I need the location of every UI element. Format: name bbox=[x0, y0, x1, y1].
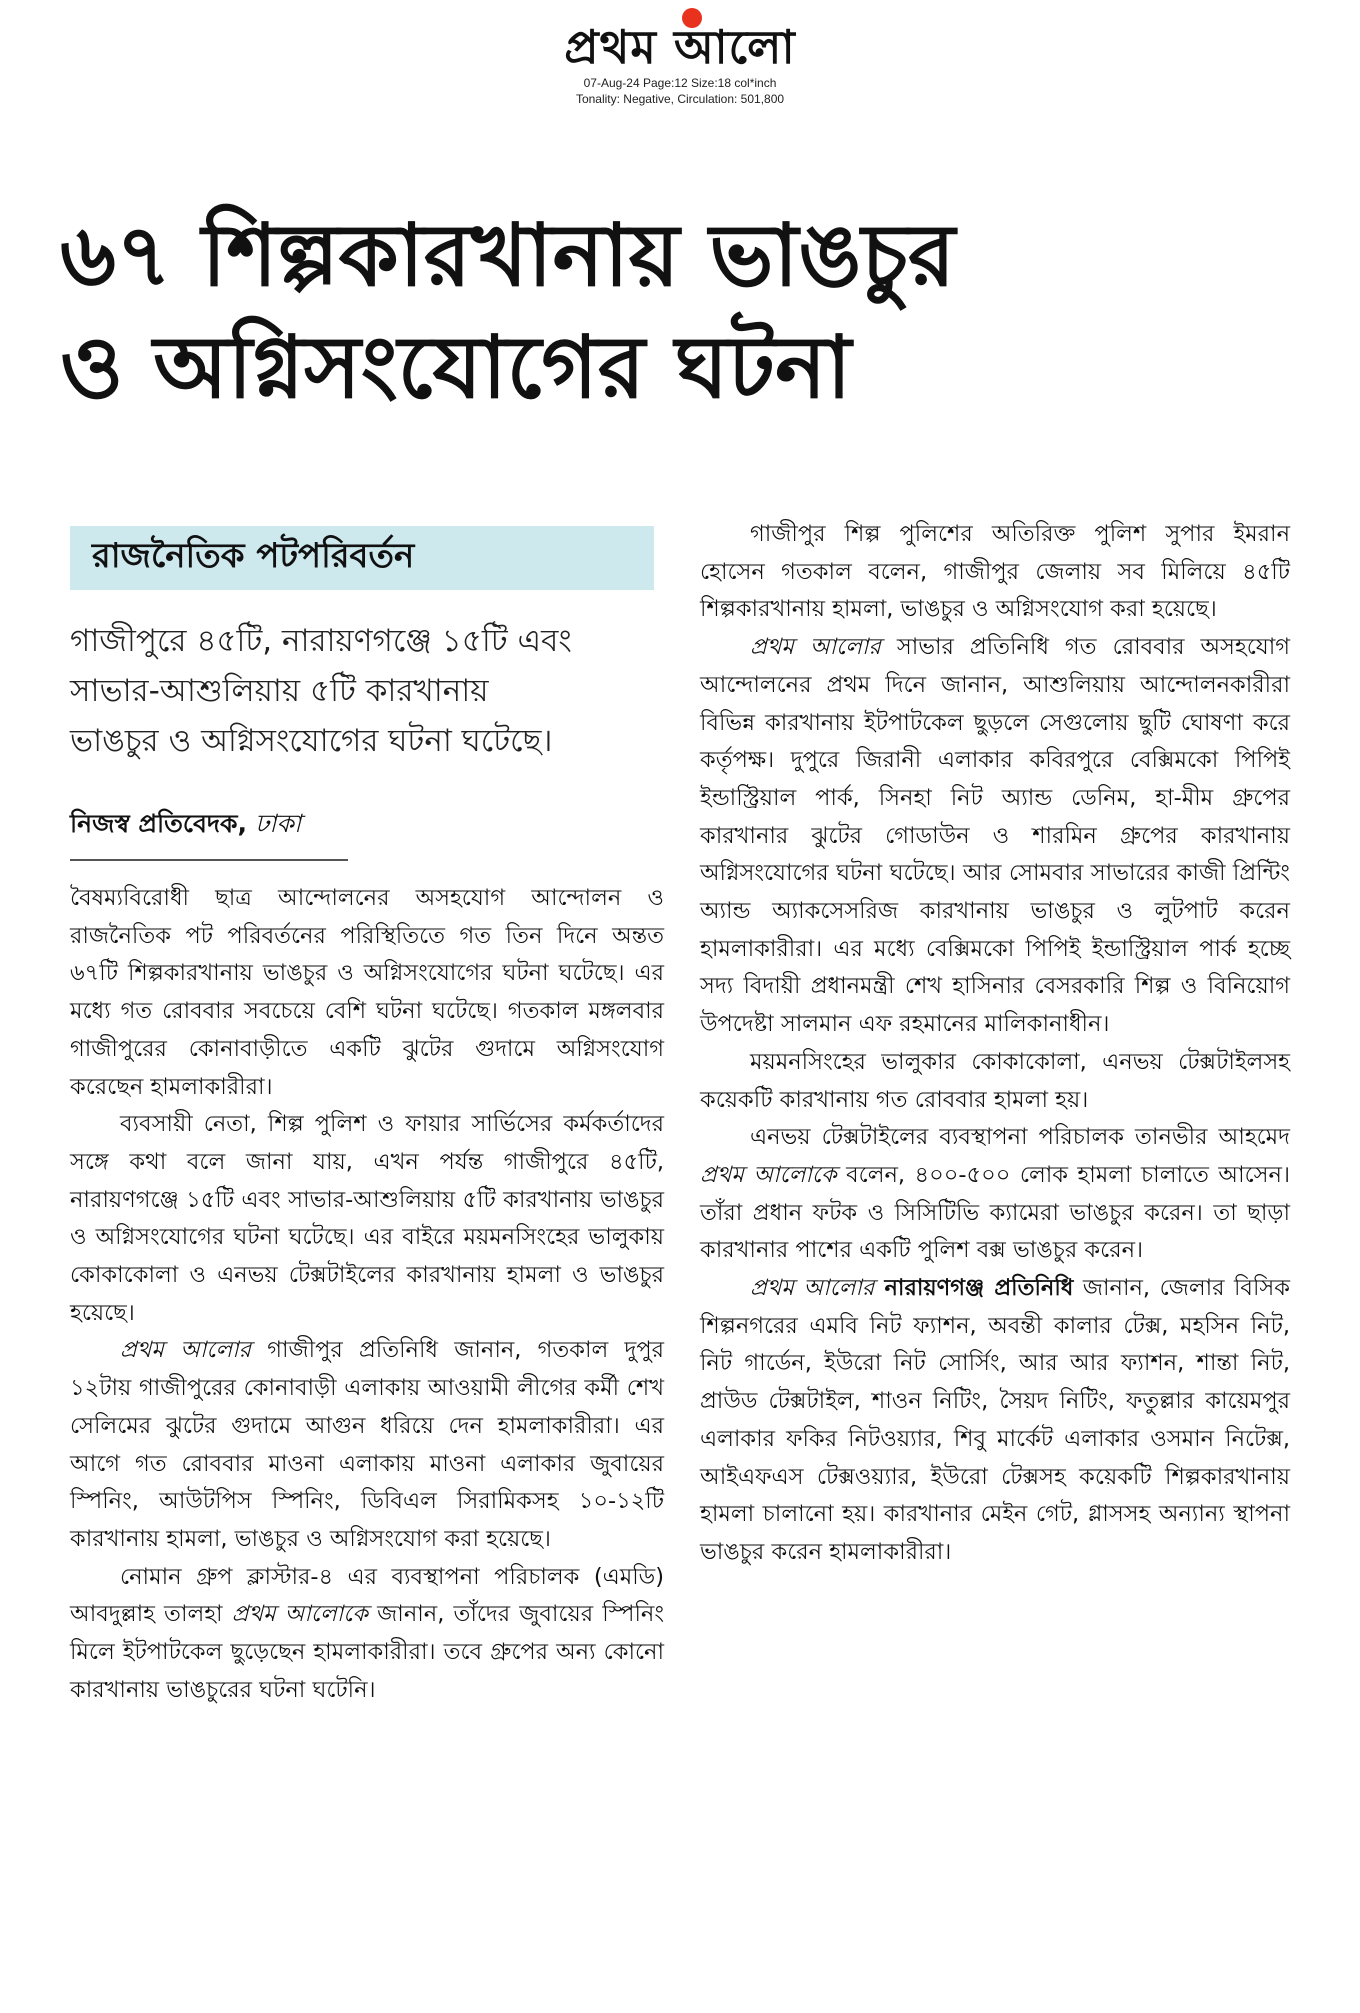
newspaper-name: প্রথম আলোর bbox=[750, 1275, 875, 1302]
paragraph-text: এনভয় টেক্সটাইলের ব্যবস্থাপনা পরিচালক তানভীর আহমেদ bbox=[750, 1124, 1290, 1151]
paragraph: ময়মনসিংহের ভালুকার কোকাকোলা, এনভয় টেক্সটাইলসহ কয়েকটি কারখানায় গত রোববার হামলা হয়। bbox=[700, 1048, 1290, 1113]
byline bbox=[70, 806, 301, 842]
paragraph bbox=[70, 1559, 664, 1710]
newspaper-name: প্রথম আলোর bbox=[120, 1337, 252, 1364]
paragraph-text: জানান, তাঁদের জুবায়ের স্পিনিং মিলে ইটপাটকেল ছুড়েছেন হামলাকারীরা। তবে গ্রুপের অন্য কোনো কারখানায় ভাঙচুরের ঘটনা ঘটেনি। bbox=[70, 1601, 665, 1703]
byline-author: নিজস্ব প্রতিবেদক, bbox=[70, 809, 248, 838]
correspondent-label: নারায়ণগঞ্জ প্রতিনিধি bbox=[874, 1275, 1074, 1302]
right-column bbox=[700, 516, 1290, 1572]
newspaper-logo bbox=[564, 6, 795, 74]
paragraph bbox=[70, 1332, 664, 1558]
paragraph-text: সাভার প্রতিনিধি গত রোববার অসহযোগ আন্দোলনের প্রথম দিনে জানান, আশুলিয়ায় আন্দোলনকারীরা বিভিন্ন কারখানায় ইটপাটকেল ছুড়লে সেগুলোয় ছুটি ঘোষণা করে কর্তৃপক্ষ। দুপুরে জিরানী এলাকার কবিরপুরে বেক্সিমকো পিপিই ইন্ডাস্ট্রিয়াল পার্ক, সিনহা নিট অ্যান্ড ডেনিম, হা-মীম গ্রুপের কারখানার ঝুটের গোডাউন ও শারমিন গ্রুপের কারখানায় অগ্নিসংযোগের ঘটনা ঘটেছে। আর সোমবার সাভারের কাজী প্রিন্টিং অ্যান্ড অ্যাকসেসরিজ কারখানায় ভাঙচুর ও লুটপাট করেন হামলাকারীরা। এর মধ্যে বেক্সিমকো পিপিই ইন্ডাস্ট্রিয়াল পার্ক হচ্ছে সদ্য বিদায়ী প্রধানমন্ত্রী শেখ হাসিনার বেসরকারি শিল্প ও বিনিয়োগ উপদেষ্টা সালমান এফ রহমানের মালিকানাধীন। bbox=[700, 634, 1290, 1038]
masthead bbox=[0, 6, 1360, 106]
paragraph-text: জানান, জেলার বিসিক শিল্পনগরের এমবি নিট ফ্যাশন, অবন্তী কালার টেক্স, মহসিন নিট, নিট গার্ডেন, ইউরো নিট সোর্সিং, আর আর ফ্যাশন, শান্তা নিট, প্রাউড টেক্সটাইল, শাওন নিটিং, সৈয়দ নিটিং, ফতুল্লার কায়েমপুর এলাকার ফকির নিটওয়্যার, শিবু মার্কেট এলাকার ওসমান নিটেক্স, আইএফএস টেক্সওয়্যার, ইউরো টেক্সসহ কয়েকটি শিল্পকারখানায় হামলা চালানো হয়। কারখানার মেইন গেট, গ্লাসসহ অন্যান্য স্থাপনা ভাঙচুর করেন হামলাকারীরা। bbox=[700, 1275, 1290, 1565]
clipping-meta-line-1: 07-Aug-24 Page:12 Size:18 col*inch bbox=[583, 76, 777, 90]
paragraph-text: নোমান গ্রুপ ক্লাস্টার-৪ এর ব্যবস্থাপনা পরিচালক (এমডি) আবদুল্লাহ তালহা bbox=[70, 1563, 664, 1628]
paragraph: ব্যবসায়ী নেতা, শিল্প পুলিশ ও ফায়ার সার্ভিসের কর্মকর্তাদের সঙ্গে কথা বলে জানা যায়, এখন পর্যন্ত গাজীপুরে ৪৫টি, নারায়ণগঞ্জে ১৫টি এবং সাভার-আশুলিয়ায় ৫টি কারখানায় ভাঙচুর ও অগ্নিসংযোগের ঘটনা ঘটেছে। এর বাইরে ময়মনসিংহের ভালুকায় কোকাকোলা ও এনভয় টেক্সটাইলের কারখানায় হামলা ও ভাঙচুর হয়েছে। bbox=[70, 1111, 664, 1326]
kicker-banner bbox=[70, 526, 654, 590]
paragraph bbox=[700, 629, 1290, 1044]
byline-divider bbox=[70, 859, 348, 861]
paragraph: গাজীপুর শিল্প পুলিশের অতিরিক্ত পুলিশ সুপার ইমরান হোসেন গতকাল বলেন, গাজীপুর জেলায় সব মিলিয়ে ৪৫টি শিল্পকারখানায় হামলা, ভাঙচুর ও অগ্নিসংযোগ করা হয়েছে। bbox=[700, 521, 1290, 623]
clipping-meta-line-2: Tonality: Negative, Circulation: 501,800 bbox=[575, 92, 785, 106]
summary-line-3: ভাঙচুর ও অগ্নিসংযোগের ঘটনা ঘটেছে। bbox=[70, 723, 553, 759]
paragraph bbox=[700, 1119, 1290, 1270]
paragraph: বৈষম্যবিরোধী ছাত্র আন্দোলনের অসহযোগ আন্দোলন ও রাজনৈতিক পট পরিবর্তনের পরিস্থিতিতে গত তিন দিনে অন্তত ৬৭টি শিল্পকারখানায় ভাঙচুর ও অগ্নিসংযোগের ঘটনা ঘটেছে। এর মধ্যে গত রোববার সবচেয়ে বেশি ঘটনা ঘটেছে। গতকাল মঙ্গলবার গাজীপুরের কোনাবাড়ীতে একটি ঝুটের গুদামে অগ্নিসংযোগ করেছেন হামলাকারীরা। bbox=[70, 885, 664, 1100]
summary bbox=[70, 616, 664, 766]
logo-text: প্রথম আলো bbox=[564, 20, 796, 74]
left-column bbox=[70, 880, 664, 1709]
paragraph bbox=[700, 1270, 1290, 1572]
kicker-text: রাজনৈতিক পটপরিবর্তন bbox=[92, 535, 415, 576]
paragraph-text: বলেন, ৪০০-৫০০ লোক হামলা চালাতে আসেন। তাঁরা প্রধান ফটক ও সিসিটিভি ক্যামেরা ভাঙচুর করেন। তা ছাড়া কারখানার পাশের একটি পুলিশ বক্স ভাঙচুর করেন। bbox=[700, 1161, 1290, 1264]
headline-line-1: ৬৭ শিল্পকারখানায় ভাঙচুর bbox=[60, 206, 956, 306]
byline-place: ঢাকা bbox=[254, 809, 302, 838]
headline bbox=[60, 200, 1300, 424]
summary-line-2: সাভার-আশুলিয়ায় ৫টি কারখানায় bbox=[70, 673, 489, 709]
headline-line-2: ও অগ্নিসংযোগের ঘটনা bbox=[60, 318, 852, 418]
newspaper-name: প্রথম আলোকে bbox=[231, 1601, 369, 1628]
summary-line-1: গাজীপুরে ৪৫টি, নারায়ণগঞ্জে ১৫টি এবং bbox=[70, 623, 572, 659]
paragraph-text: গাজীপুর প্রতিনিধি জানান, গতকাল দুপুর ১২টায় গাজীপুরের কোনাবাড়ী এলাকায় আওয়ামী লীগের কর্মী শেখ সেলিমের ঝুটের গুদামে আগুন ধরিয়ে দেন হামলাকারীরা। এর আগে গত রোববার মাওনা এলাকায় মাওনা এলাকার জুবায়ের স্পিনিং, আউটপিস স্পিনিং, ডিবিএল সিরামিকসহ ১০-১২টি কারখানায় হামলা, ভাঙচুর ও অগ্নিসংযোগ করা হয়েছে। bbox=[70, 1337, 664, 1552]
newspaper-name: প্রথম আলোর bbox=[750, 634, 881, 661]
newspaper-name: প্রথম আলোকে bbox=[700, 1161, 837, 1188]
